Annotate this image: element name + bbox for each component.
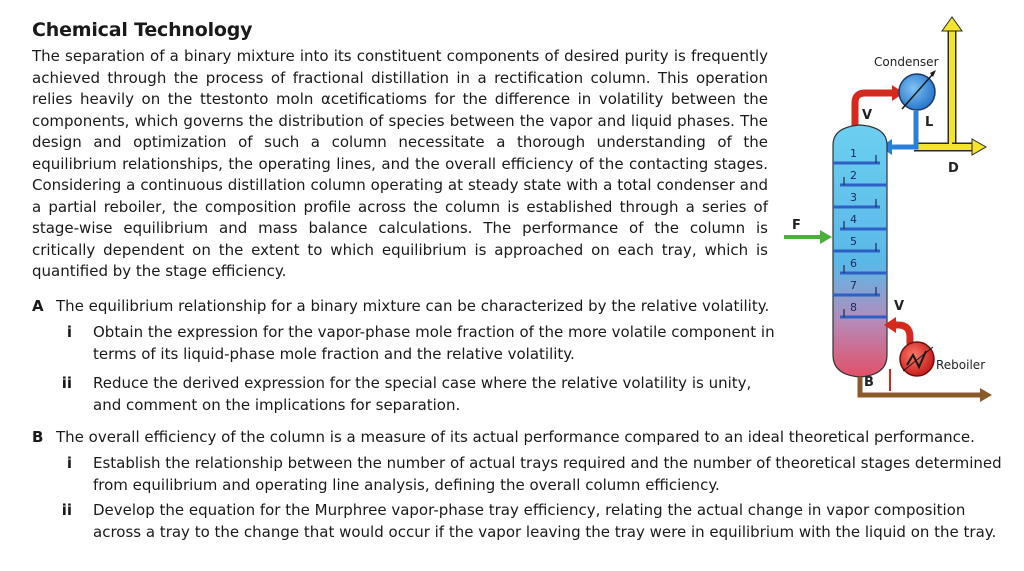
reboiler (900, 342, 934, 376)
distillation-column-diagram (770, 15, 1010, 405)
question-b-part-ii-number: ii (61, 501, 72, 519)
bottoms-label: B (864, 375, 874, 390)
reflux-label: L (925, 115, 934, 130)
vapor-bottom-label: V (894, 299, 905, 314)
question-b-part-i-number: i (66, 454, 72, 472)
reboiler-label: Reboiler (936, 358, 986, 372)
condenser (899, 70, 936, 110)
feed-label: F (792, 218, 801, 233)
question-b-part-i-text: Establish the relationship between the number of actual trays required and the number of theoretical stages determined from equilibrium and operating line analysis, defining the overall column efficiency. (93, 454, 1002, 494)
intro-paragraph: The separation of a binary mixture into its constituent components of desired purity is frequently achieved through the process of fractional distillation in a rectification column. This operation relies heavily on the ttestonto moln αcetificatioms for the difference in volatility between the components, which governs the distribution of species between the vapor and liquid phases. The design and optimization of such a column necessitate a thorough understanding of the equilibrium relationships, the operating lines, and the overall efficiency of the contacting stages. Considering a continuous distillation column operating at steady state with a total condenser and a partial reboiler, the composition profile across the column is established through a series of stage-wise equilibrium and mass balance calculations. The performance of the column is critically dependent on the extent to which equilibrium is approached on each tray, which is quantified by the stage efficiency. (32, 47, 768, 280)
tray-number-7: 7 (850, 279, 857, 292)
question-b-text: The overall efficiency of the column is a measure of its actual performance compared to an ideal theoretical performance. (56, 428, 975, 446)
tray-number-1: 1 (850, 147, 857, 160)
question-b-letter: B (32, 428, 44, 446)
tray-number-4: 4 (850, 213, 857, 226)
tray-number-2: 2 (850, 169, 857, 182)
question-a-text: The equilibrium relationship for a binary mixture can be characterized by the relative volatility. (56, 297, 770, 315)
question-a-letter: A (32, 297, 44, 315)
vapor-top-label: V (862, 108, 873, 123)
tray-number-6: 6 (850, 257, 857, 270)
tray-number-5: 5 (850, 235, 857, 248)
question-b-part-ii-text: Develop the equation for the Murphree vapor-phase tray efficiency, relating the actual change in vapor composition across a tray to the change that would occur if the vapor leaving the tray were in equilibrium with the liquid on the tray. (93, 501, 997, 541)
tray-number-3: 3 (850, 191, 857, 204)
tray-number-8: 8 (850, 301, 857, 314)
distillate-label: D (948, 161, 959, 176)
question-a-part-ii-number: ii (61, 374, 72, 392)
condenser-label: Condenser (874, 55, 939, 69)
page-title: Chemical Technology (32, 19, 253, 41)
question-a-part-i-number: i (66, 323, 72, 341)
question-a-part-ii-text: Reduce the derived expression for the special case where the relative volatility is unity, and comment on the implications for separation. (93, 374, 752, 414)
question-a-part-i-text: Obtain the expression for the vapor-phase mole fraction of the more volatile component in terms of its liquid-phase mole fraction and the relative volatility. (93, 323, 775, 363)
